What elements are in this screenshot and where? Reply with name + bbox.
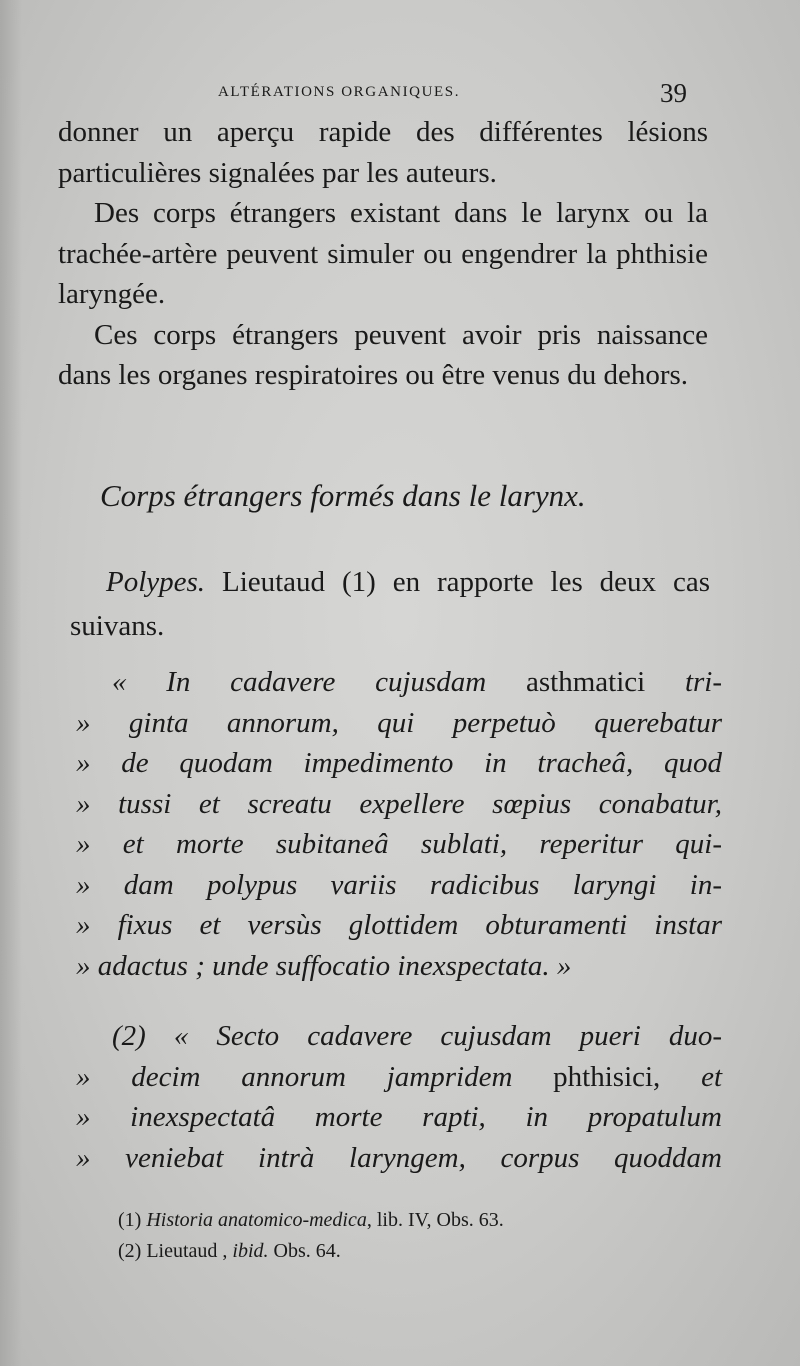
quote-1-line-4: » tussi et screatu expellere sœpius conabatur, (76, 787, 722, 820)
quote-2-line-2: » decim annorum jampridem phthisici, et (76, 1060, 723, 1093)
quote-1-line-3: » de quodam impedimento in tracheâ, quod (76, 747, 722, 779)
paragraph-3: Ces corps étrangers peuvent avoir pris naissance dans les organes respiratoires ou être venus du dehors. (58, 318, 708, 391)
section-heading: Corps étrangers formés dans le larynx. (100, 478, 586, 513)
quote-1-line-5: » et morte subitaneâ sublati, reperitur qui- (76, 828, 722, 860)
running-title: ALTÉRATIONS ORGANIQUES. (218, 84, 461, 100)
page-number: 39 (660, 78, 687, 108)
quote-1 (76, 662, 722, 986)
page-header (0, 78, 800, 108)
quote-2-line-3: » inexspectatâ morte rapti, in propatulum (76, 1101, 722, 1133)
quote-1-line-6: » dam polypus variis radicibus laryngi in- (76, 868, 722, 901)
footnotes (118, 1205, 504, 1267)
polypes-text: en rapporte les deux cas suivans. (70, 566, 711, 642)
quote-1-line-7: » fixus et versùs glottidem obturamenti instar (76, 909, 722, 941)
page-edge-shadow (0, 0, 22, 1366)
footnote-ref-1: (1) (341, 566, 376, 598)
quote-1-line-8: » adactus ; unde suffocatio inexspectata. » (76, 949, 572, 982)
polypes-paragraph (70, 560, 710, 648)
paragraph-2: Des corps étrangers existant dans le larynx ou la trachée-artère peuvent simuler ou engendrer la phthisie laryngée. (58, 197, 708, 310)
body-text (58, 112, 708, 396)
quote-2-line-4: » veniebat intrà laryngem, corpus quoddam (76, 1141, 722, 1174)
footnote-2: (2) Lieutaud , ibid. Obs. 64. (118, 1240, 341, 1262)
paragraph-1: donner un aperçu rapide des différentes lésions particulières signalées par les auteurs. (58, 116, 708, 189)
footnote-1: (1) Historia anatomico-medica, lib. IV, Obs. 63. (118, 1209, 504, 1231)
quote-2 (76, 1016, 722, 1178)
polypes-author: Lieutaud (221, 566, 326, 598)
quote-1-line-1: « In cadavere cujusdam asthmatici tri- (112, 666, 723, 698)
polypes-label: Polypes. (106, 566, 206, 598)
quote-1-line-2: » ginta annorum, qui perpetuò querebatur (76, 706, 722, 739)
quote-2-line-1: (2) « Secto cadavere cujusdam pueri duo- (112, 1020, 722, 1052)
